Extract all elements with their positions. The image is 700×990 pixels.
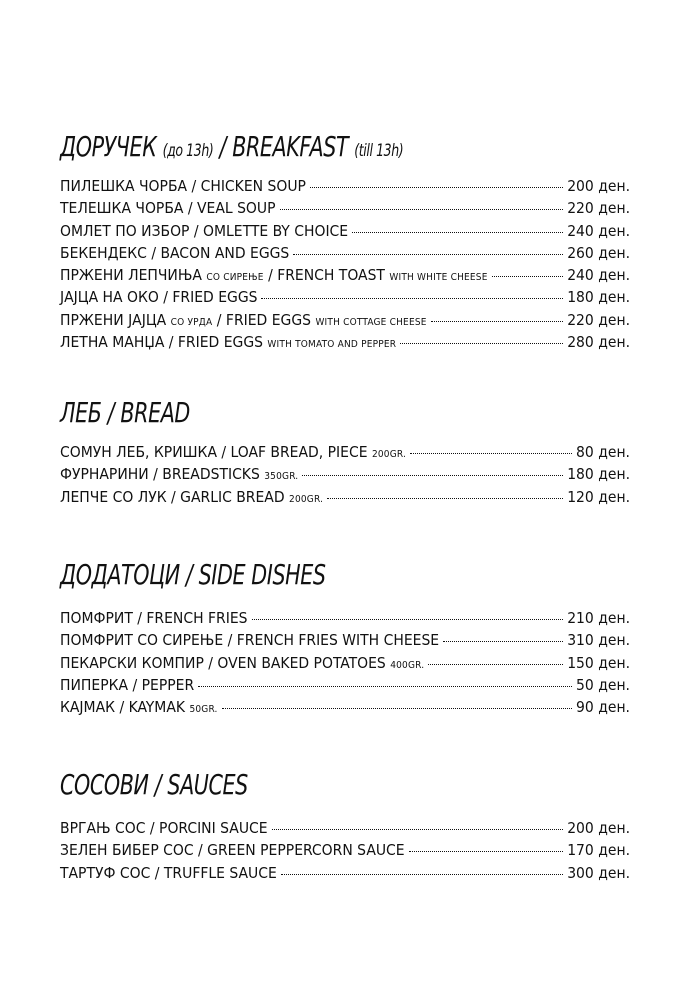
item-note: СО СИРЕЊЕ xyxy=(206,272,264,284)
item-price: 80 ден. xyxy=(576,443,630,461)
section-bread xyxy=(60,396,630,506)
section-side-dishes xyxy=(60,558,630,717)
menu-item xyxy=(60,197,630,219)
item-name: ОМЛЕТ ПО ИЗБОР / OMLETTE BY CHOICE xyxy=(60,221,349,240)
dot-leader xyxy=(281,873,563,875)
menu-item xyxy=(60,463,630,485)
item-price: 220 ден. xyxy=(567,199,630,218)
section-title: ДОДАТОЦИ / SIDE DISHES xyxy=(60,558,326,591)
item-weight: 50GR. xyxy=(189,704,218,716)
menu-item xyxy=(60,220,630,242)
menu-item xyxy=(60,652,630,674)
menu-item xyxy=(60,607,630,629)
menu-item xyxy=(60,862,630,884)
dot-leader xyxy=(352,231,563,233)
dot-leader xyxy=(428,663,563,665)
item-price: 210 ден. xyxy=(567,609,630,627)
menu-list xyxy=(60,817,630,884)
item-name-main: ЛЕПЧЕ СО ЛУК / GARLIC BREAD xyxy=(60,487,285,506)
menu-item xyxy=(60,629,630,651)
item-name: БЕКЕНДЕКС / BACON AND EGGS xyxy=(60,243,290,262)
title-en: BREAKFAST xyxy=(232,130,349,163)
item-name: ТЕЛЕШКА ЧОРБА / VEAL SOUP xyxy=(60,199,276,218)
item-weight: 400GR. xyxy=(390,659,425,671)
item-name-main: ЛЕТНА МАНЏА / FRIED EGGS xyxy=(60,333,263,352)
item-name xyxy=(60,331,396,356)
menu-item xyxy=(60,817,630,839)
item-price: 50 ден. xyxy=(576,675,630,694)
item-weight: 200GR. xyxy=(371,449,407,460)
item-price: 310 ден. xyxy=(567,631,630,650)
item-name: ПОМФРИТ СО СИРЕЊЕ / FRENCH FRIES WITH CHEESE xyxy=(60,631,440,650)
menu-list xyxy=(60,441,630,508)
title-mk-sub: (до 13h) xyxy=(162,141,214,161)
menu-item xyxy=(60,696,630,718)
item-name: ПИПЕРКА / PEPPER xyxy=(60,675,195,694)
dot-leader xyxy=(302,474,563,476)
dot-leader xyxy=(261,297,563,299)
item-note-en: WITH COTTAGE CHEESE xyxy=(315,316,427,328)
item-price: 220 ден. xyxy=(567,310,630,329)
item-price: 260 ден. xyxy=(567,243,630,262)
menu-list xyxy=(60,607,630,718)
dot-leader xyxy=(327,497,563,499)
title-en-sub: (till 13h) xyxy=(354,141,404,161)
dot-leader xyxy=(280,208,564,210)
item-name-main: ПРЖЕНИ ЈАЈЦА xyxy=(60,310,167,329)
item-name: ЈАЈЦА НА ОКО / FRIED EGGS xyxy=(60,288,258,307)
dot-leader xyxy=(443,640,563,642)
dot-leader xyxy=(409,850,564,852)
item-name-main: ПРЖЕНИ ЛЕПЧИЊА xyxy=(60,266,202,285)
dot-leader xyxy=(293,253,563,255)
dot-leader xyxy=(310,186,563,188)
item-name: ТАРТУФ СОС / TRUFFLE SAUCE xyxy=(60,863,277,882)
item-note-en: WITH WHITE CHEESE xyxy=(389,272,488,284)
item-price: 200 ден. xyxy=(567,177,630,195)
dot-leader xyxy=(252,618,564,620)
menu-item xyxy=(60,309,630,331)
item-name xyxy=(60,696,218,721)
section-title xyxy=(60,130,527,168)
item-name-en: / FRENCH TOAST xyxy=(268,266,385,285)
menu-item xyxy=(60,839,630,861)
item-weight: 350GR. xyxy=(264,471,299,483)
item-name: ПИЛЕШКА ЧОРБА / CHICKEN SOUP xyxy=(60,177,306,195)
item-name-en: / FRIED EGGS xyxy=(216,310,312,329)
item-name xyxy=(60,486,323,511)
item-name: ВРГАЊ СОС / PORCINI SAUCE xyxy=(60,819,268,837)
item-price: 240 ден. xyxy=(567,221,630,240)
item-price: 170 ден. xyxy=(567,841,630,860)
item-name: ПОМФРИТ / FRENCH FRIES xyxy=(60,609,248,627)
title-mk: ДОРУЧЕК xyxy=(60,130,157,163)
dot-leader xyxy=(222,707,572,709)
section-title: ЛЕБ / BREAD xyxy=(60,396,190,429)
dot-leader xyxy=(272,828,564,830)
section-breakfast xyxy=(60,130,630,352)
dot-leader xyxy=(492,275,564,277)
menu-item xyxy=(60,175,630,197)
item-weight: 200GR. xyxy=(289,493,324,505)
menu-item xyxy=(60,331,630,353)
item-price: 180 ден. xyxy=(567,465,630,484)
item-note: СО УРДА xyxy=(170,316,213,328)
section-title: СОСОВИ / SAUCES xyxy=(60,768,248,801)
item-note: WITH TOMATO AND PEPPER xyxy=(267,339,397,351)
dot-leader xyxy=(410,452,572,454)
menu-item xyxy=(60,486,630,508)
title-separator: / xyxy=(213,130,233,163)
item-name-main: СОМУН ЛЕБ, КРИШКА / LOAF BREAD, PIECE xyxy=(60,443,368,461)
item-price: 200 ден. xyxy=(567,819,630,837)
menu-list xyxy=(60,175,630,353)
item-name-main: ПЕКАРСКИ КОМПИР / OVEN BAKED POTATOES xyxy=(60,653,386,672)
item-price: 180 ден. xyxy=(567,288,630,307)
item-price: 90 ден. xyxy=(576,698,630,717)
item-name-main: КАЈМАК / KAYMAK xyxy=(60,698,185,717)
dot-leader xyxy=(400,342,563,344)
item-name-main: ФУРНАРИНИ / BREADSTICKS xyxy=(60,465,260,484)
item-price: 120 ден. xyxy=(567,487,630,506)
menu-item xyxy=(60,674,630,696)
dot-leader xyxy=(198,685,572,687)
section-sauces xyxy=(60,768,630,882)
item-price: 300 ден. xyxy=(567,863,630,882)
item-price: 280 ден. xyxy=(567,333,630,352)
dot-leader xyxy=(431,320,564,322)
item-price: 150 ден. xyxy=(567,653,630,672)
menu-item xyxy=(60,441,630,463)
menu-item xyxy=(60,242,630,264)
menu-item xyxy=(60,264,630,286)
item-name: ЗЕЛЕН БИБЕР СОС / GREEN PEPPERCORN SAUCE xyxy=(60,841,405,860)
menu-item xyxy=(60,286,630,308)
item-price: 240 ден. xyxy=(567,266,630,285)
